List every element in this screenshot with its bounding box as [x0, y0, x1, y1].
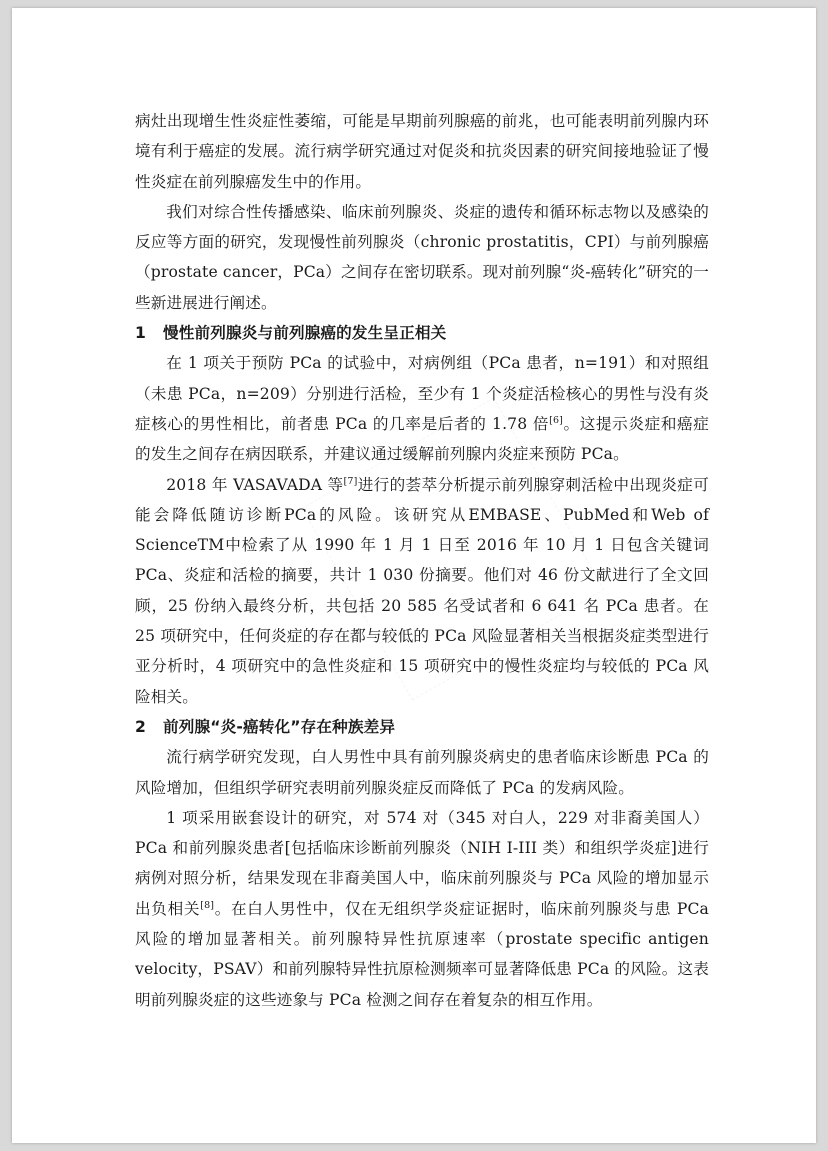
document-body: [135, 106, 709, 1015]
section-heading: [135, 318, 709, 348]
paragraph: 我们对综合性传播感染、临床前列腺炎、炎症的遗传和循环标志物以及感染的反应等方面的研究，发现慢性前列腺炎（chronic prostatitis，CPI）与前列腺癌（prostate cancer，PCa）之间存在密切联系。现对前列腺“炎-癌转化”研究的一些新进展进行阐述。: [135, 202, 710, 312]
paragraph: [135, 803, 709, 1015]
paragraph-text: 进行的荟萃分析提示前列腺穿刺活检中出现炎症可能会降低随访诊断PCa的风险。该研究从EMBASE、PubMed和Web of ScienceTM中检索了从 1990 年 1 月 1 日至 2016 年 10 月 1 日包含关键词 PCa、炎症和活检的摘要，共计 1 030 份摘要。他们对 46 份文献进行了全文回顾，25 份纳入最终分析，共包括 20 585 名受试者和 6 641 名 PCa 患者。在 25 项研究中，任何炎症的存在都与较低的 PCa 风险显著相关当根据炎症类型进行亚分析时，4 项研究中的急性炎症和 15 项研究中的慢性炎症均与较低的 PCa 风险相关。: [135, 475, 709, 706]
section-title: 慢性前列腺炎与前列腺癌的发生呈正相关: [163, 324, 447, 343]
section-number: 2: [135, 717, 147, 736]
section-title: 前列腺“炎-癌转化”存在种族差异: [163, 717, 396, 736]
citation-ref: [8]: [200, 899, 215, 911]
paragraph-text: 。在白人男性中，仅在无组织学炎症证据时，临床前列腺炎与患 PCa 风险的增加显著相关。前列腺特异性抗原速率（prostate specific antigen velocity，PSAV）和前列腺特异性抗原检测频率可显著降低患 PCa 的风险。这表明前列腺炎症的这些迹象与 PCa 检测之间存在着复杂的相互作用。: [135, 899, 709, 1009]
paragraph-text: 在 1 项关于预防 PCa 的试验中，对病例组（PCa 患者，n=191）和对照组（未患 PCa，n=209）分别进行活检，至少有 1 个炎症活检核心的男性与没有炎症核心的男性相比，前者患 PCa 的几率是后者的 1.78 倍: [135, 354, 709, 433]
paragraph: [135, 348, 709, 469]
section-heading: [135, 712, 709, 742]
citation-ref: [7]: [343, 475, 358, 487]
citation-ref: [6]: [549, 414, 564, 426]
paragraph: [135, 470, 709, 712]
paragraph-text: 1 项采用嵌套设计的研究，对 574 对（345 对白人，229 对非裔美国人）PCa 和前列腺炎患者[包括临床诊断前列腺炎（NIH I-III 类）和组织学炎症]进行病例对照分析，结果发现在非裔美国人中，临床前列腺炎与 PCa 风险的增加显示出负相关: [135, 808, 709, 918]
document-page: [12, 8, 816, 1143]
paragraph-text: 2018 年 VASAVADA 等: [166, 475, 344, 494]
paragraph: 流行病学研究发现，白人男性中具有前列腺炎病史的患者临床诊断患 PCa 的风险增加，但组织学研究表明前列腺炎症反而降低了 PCa 的发病风险。: [135, 748, 709, 797]
section-number: 1: [135, 324, 147, 343]
paragraph-text: 。这提示炎症和癌症的发生之间存在病因联系，并建议通过缓解前列腺内炎症来预防 PCa。: [135, 414, 709, 464]
paragraph: 病灶出现增生性炎症性萎缩，可能是早期前列腺癌的前兆，也可能表明前列腺内环境有利于癌症的发展。流行病学研究通过对促炎和抗炎因素的研究间接地验证了慢性炎症在前列腺癌发生中的作用。: [135, 112, 709, 191]
